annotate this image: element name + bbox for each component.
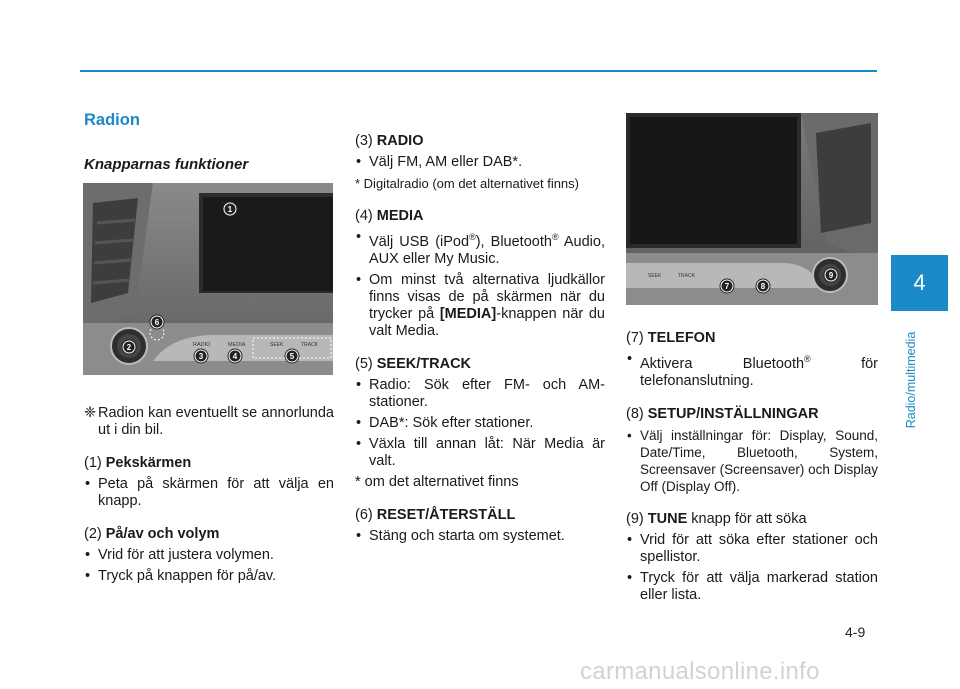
column-3 [626,330,878,604]
callout-8 [756,279,770,293]
panel1-label-media: MEDIA [228,342,246,348]
header-rule [80,70,877,72]
item-3-footnote: * Digitalradio (om det alternativet finns) [355,176,579,191]
subtitle: Knapparnas funktioner [84,156,249,173]
item-1-bullet: • Peta på skärmen för att välja en knapp. [84,476,334,510]
radio-panel-figure-2 [626,113,878,305]
item-4-bullet-1: • Välj USB (iPod®), Bluetooth® Audio, AUX eller My Music. [355,229,605,268]
svg-text:8: 8 [760,282,766,291]
item-5-bullet-1: • Radio: Sök efter FM- och AM-stationer. [355,377,605,411]
callout-9 [824,268,838,282]
item-8-heading: (8) SETUP/INSTÄLLNINGAR [626,405,819,422]
watermark: carmanualsonline.info [580,658,820,685]
item-9-bullet-1: • Vrid för att söka efter stationer och spellistor. [626,532,878,566]
callout-3 [194,349,208,363]
item-4-bullet-2: • Om minst två alternativa ljudkällor finns visas de på skärmen när du trycker på [MEDIA]-knappen när du valt Media. [355,272,605,340]
item-6-heading: (6) RESET/ÅTERSTÄLL [355,506,516,523]
radio-panel-figure-1 [83,183,333,375]
panel1-label-seek: SEEK [270,342,284,348]
column-2 [355,133,605,545]
panel1-label-track: TRACK [301,342,318,348]
svg-text:9: 9 [828,271,834,280]
item-2-heading: (2) På/av och volym [84,526,220,542]
item-5-heading: (5) SEEK/TRACK [355,355,472,372]
svg-text:1: 1 [227,205,233,214]
item-5-footnote: * om det alternativet finns [355,473,519,490]
svg-text:3: 3 [198,352,204,361]
item-3-heading: (3) RADIO [355,133,424,149]
item-9-heading: (9) TUNE knapp för att söka [626,510,807,527]
item-6-bullet: • Stäng och starta om systemet. [355,528,605,545]
item-4-heading: (4) MEDIA [355,208,424,224]
svg-text:7: 7 [724,282,730,291]
disclaimer-note [84,405,334,439]
callout-5 [285,349,299,363]
svg-text:4: 4 [232,352,238,361]
note-text: Radion kan eventuellt se annorlunda ut i din bil. [98,405,334,438]
item-5-bullet-3: • Växla till annan låt: När Media är valt. [355,436,605,470]
panel2-label-track: TRACK [678,273,695,279]
chapter-number: 4 [913,270,926,295]
callout-7 [720,279,734,293]
callout-1 [223,202,237,216]
item-7-heading: (7) TELEFON [626,330,716,346]
callout-4 [228,349,242,363]
item-1-heading: (1) Pekskärmen [84,455,192,471]
note-symbol-icon: ❈ [84,405,97,421]
item-5-bullet-2: • DAB*: Sök efter stationer. [355,415,605,432]
callout-6 [150,315,164,329]
item-2-bullet-1: • Vrid för att justera volymen. [84,547,334,564]
page-number: 4-9 [845,624,866,640]
item-2-bullet-2: • Tryck på knappen för på/av. [84,568,334,585]
panel2-label-seek: SEEK [648,273,662,279]
svg-text:5: 5 [289,352,295,361]
column-1 [84,405,334,585]
chapter-side-label: Radio/multimedia [904,331,918,429]
chapter-tab [891,255,948,311]
item-3-bullet: • Välj FM, AM eller DAB*. [355,154,605,171]
svg-text:6: 6 [154,318,160,327]
callout-2 [122,340,136,354]
item-7-bullet: • Aktivera Bluetooth® för telefonanslutning. [626,351,878,390]
svg-text:2: 2 [126,343,132,352]
section-title: Radion [84,111,140,129]
item-8-bullet: • Välj inställningar för: Display, Sound, Date/Time, Bluetooth, System, Screensaver (Screensaver) och Display Off (Display Off). [626,427,878,495]
panel1-label-radio: RADIO [193,342,211,348]
item-9-bullet-2: • Tryck för att välja markerad station eller lista. [626,570,878,604]
